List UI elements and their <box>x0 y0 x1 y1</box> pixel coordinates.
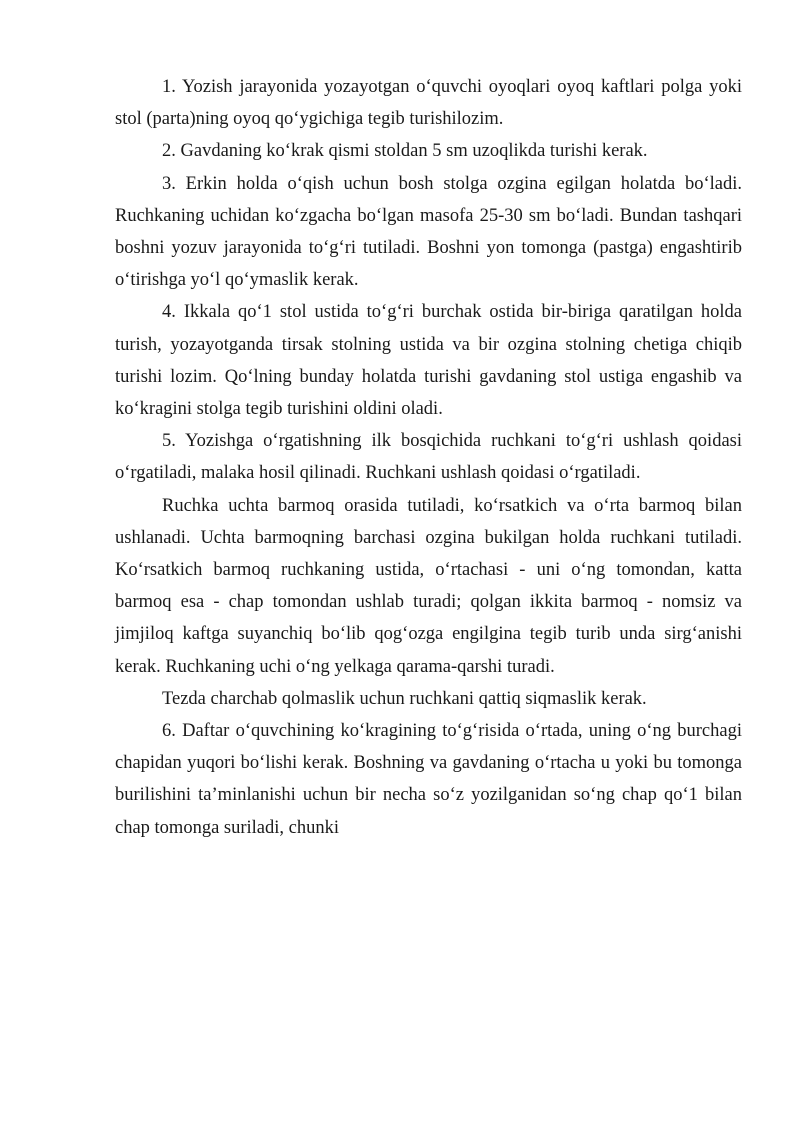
paragraph-1: 1. Yozish jarayonida yozayotgan o‘quvchi oyoqlari oyoq kaftlari polga yoki stol (parta)ning oyoq qo‘ygichiga tegib turishilozim. <box>115 77 742 130</box>
paragraph-5: 5. Yozishga o‘rgatishning ilk bosqichida ruchkani to‘g‘ri ushlash qoidasi o‘rgatiladi, malaka hosil qilinadi. Ruchkani ushlash qoidasi o‘rgatiladi. <box>115 431 742 484</box>
paragraph-8: 6. Daftar o‘quvchining ko‘kragining to‘g‘risida o‘rtada, uning o‘ng burchagi chapidan yuqori bo‘lishi kerak. Boshning va gavdaning o‘rtacha u yoki bu tomonga burilishini ta’minlanishi uchun bir necha so‘z yozilganidan so‘ng chap qo‘1 bilan chap tomonga suriladi, chunki <box>115 721 742 838</box>
paragraph-4: 4. Ikkala qo‘1 stol ustida to‘g‘ri burchak ostida bir-biriga qaratilgan holda turish, yozayotganda tirsak stolning ustida va bir ozgina stolning chetiga chiqib turishi lozim. Qo‘lning bunday holatda turishi gavdaning stol ustiga engashib va ko‘kragini stolga tegib turishini oldini oladi. <box>115 302 742 420</box>
paragraph-6: Ruchka uchta barmoq orasida tutiladi, ko‘rsatkich va o‘rta barmoq bilan ushlanadi. Uchta barmoqning barchasi ozgina bukilgan holda ruchkani tutiladi. Ko‘rsatkich barmoq ruchkaning ustida, o‘rtachasi - uni o‘ng tomondan, katta barmoq esa - chap tomondan ushlab turadi; qolgan ikkita barmoq - nomsiz va jimjiloq kaftga suyanchiq bo‘lib qog‘ozga engilgina tegib turib unda sirg‘anishi kerak. Ruchkaning uchi o‘ng yelkaga qarama-qarshi turadi. <box>115 495 742 677</box>
document-page <box>115 71 742 844</box>
paragraph-7: Tezda charchab qolmaslik uchun ruchkani qattiq siqmaslik kerak. <box>162 688 647 709</box>
paragraph-2: 2. Gavdaning ko‘krak qismi stoldan 5 sm uzoqlikda turishi kerak. <box>162 141 648 162</box>
paragraph-3: 3. Erkin holda o‘qish uchun bosh stolga ozgina egilgan holatda bo‘ladi. Ruchkaning uchidan ko‘zgacha bo‘lgan masofa 25-30 sm bo‘ladi. Bundan tashqari boshni yozuv jarayonida to‘g‘ri tutiladi. Boshni yon tomonga (pastga) engashtirib o‘tirishga yo‘l qo‘ymaslik kerak. <box>115 173 742 291</box>
